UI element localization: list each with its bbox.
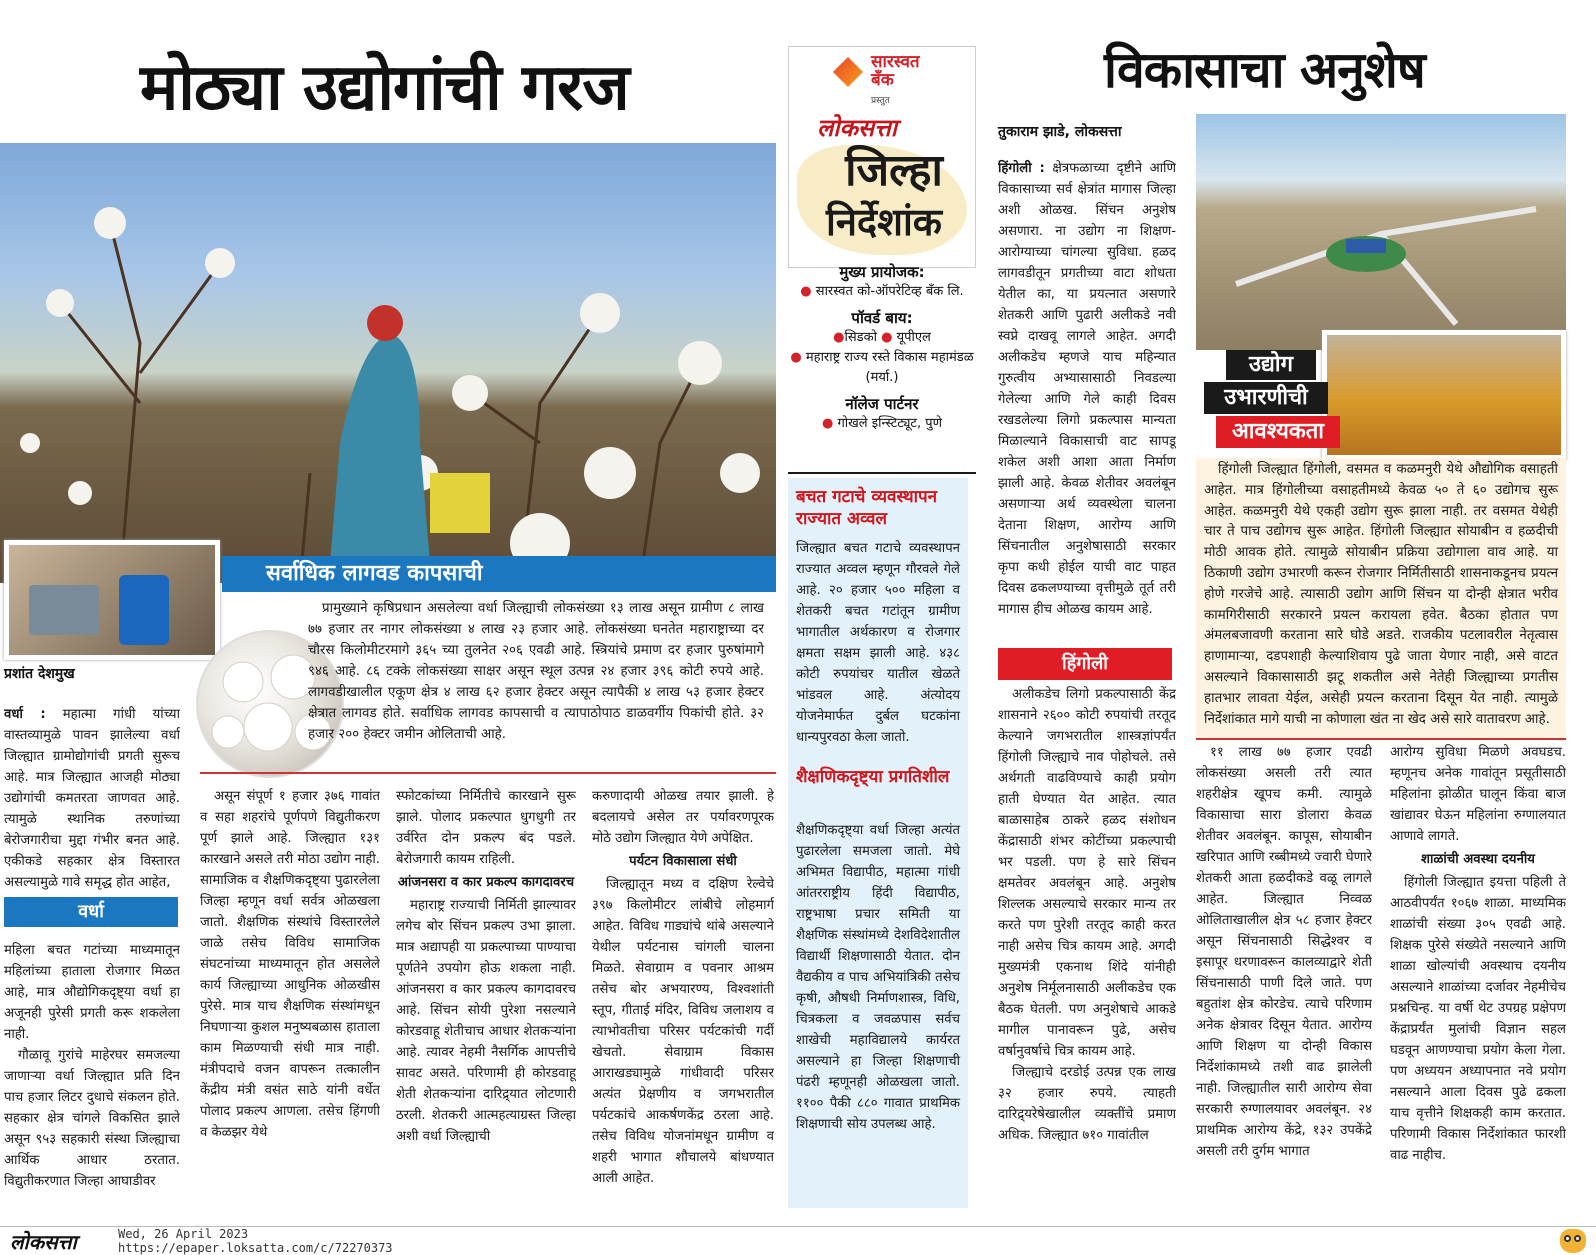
box2-text: शैक्षणिकदृष्ट्या वर्धा जिल्हा अत्यंत पुढारलेला समजला जातो. मेघे अभिमत विद्यापीठ, महात्मा गांधी आंतरराष्ट्रीय हिंदी विद्यापीठ, राष्ट्रभाषा प्रचार समिती या शैक्षणिक संस्थांमध्ये देशविदेशातील विद्यार्थी शिक्षणासाठी येतात. दोन वैद्यकीय व पाच अभियांत्रिकी तसेच कृषी, औषधी निर्माणशास्त्र, विधि, चित्रकला व जवळपास सर्वच शाखेची महाविद्यालये कार्यरत असल्याने हा जिल्हा शिक्षणाची पंढरी म्हणूनही ओळखला जातो. ११०० पैकी ८८० गावात प्राथमिक शिक्षणाची सोय उपलब्ध आहे.	[796, 823, 960, 1132]
right-col-1b-para1: अलीकडेच लिगो प्रकल्पासाठी केंद्र शासनाने २६०० कोटी रुपयांची तरतूद केल्याने जगभरातील शास्त्रज्ञांपर्यंत हिंगोली जिल्ह्याचे नाव पोहोचले. तसे अर्थगती वाढविण्याचे काही प्रयोग हाती घेण्यात येत आहेत. त्यात बाळासाहेब ठाकरे हळद संशोधन केंद्रासाठी शंभर कोटींच्या प्रकल्पाची भर पडली. पण हे सारे सिंचन क्षमतेवर अवलंबून आहे. अनुशेष शिल्लक असल्याचे सरकार मान्य तर करते पण पुरेशी तरतूद काही करत नाही असेच चित्र कायम आहे. अगदी मुख्यमंत्री एकनाथ शिंदे यांनीही अनुशेष निर्मूलनासाठी अलीकडेच एक बैठक घेतली. पण अनुशेषाचे आकडे मागील पानावरून पुढे, असेच वर्षानुवर्षाचे चित्र कायम आहे.	[998, 687, 1176, 1059]
right-col-1b	[998, 684, 1176, 1226]
left-divider-line	[200, 772, 776, 774]
footer	[0, 1226, 1596, 1255]
footer-brand: लोकसत्ता	[10, 1230, 77, 1254]
left-col-4-para2: जिल्ह्यातून मध्य व दक्षिण रेल्वेचे ३९७ किलोमीटर लांबीचे लोहमार्ग आहेत. विविध गाड्यांचे थांबे असल्याने येथील पर्यटनास चांगली चालना मिळते. सेवाग्राम व पवनार आश्रम तसेच बोर अभयारण्य, विश्वशांती स्तूप, गीताई मंदिर, विविध जलाशय व त्याभोवतीचा परिसर पर्यटकांची गर्दी खेचतो. सेवाग्राम विकास आराखड्यामुळे गांधीवादी परिसर अत्यंत प्रेक्षणीय व जगभरातील पर्यटकांचे आकर्षणकेंद्र ठरला आहे. तसेच विविध योजनांमधून ग्रामीण व शहरी भागात शौचालये बांधण्यात आली आहेत.	[592, 877, 774, 1186]
left-col-2-para: असून संपूर्ण १ हजार ३७६ गावांत व सहा शहरांचे पूर्णपणे विद्युतीकरण पूर्ण झाले आहे. जिल्ह्यात १३१ कारखाने असले तरी मोठा उद्योग नाही. सामाजिक व शैक्षणिकदृष्ट्या पुढारलेला जिल्हा म्हणून वर्धा सर्वत्र ओळखला जातो. शैक्षणिक संस्थांचे विस्तारलेले जाळे तसेच विविध सामाजिक संघटनांच्या माध्यमातून होत असलेले कार्य जिल्ह्याच्या आधुनिक ओळखीस पुरेसे. मात्र याच शैक्षणिक संस्थांमधून निघणाऱ्या कुशल मनुष्यबळास हाताला काम मिळण्याची संधी मात्र नाही. मंत्रीपदाचे वजन वापरून तत्कालीन केंद्रीय मंत्री वसंत साठे यांनी वर्धेत पोलाद प्रकल्प आणला. तसेच हिंगणी व केळझर येथे	[200, 789, 380, 1140]
powered-3: ● महाराष्ट्र राज्य रस्ते विकास महामंडळ (मर्या.)	[790, 350, 974, 385]
inset-title-1: उद्योग	[1226, 350, 1316, 380]
right-col-1	[998, 158, 1176, 642]
center-info-box	[788, 478, 968, 1208]
index-title-2: निर्देशांक	[826, 200, 942, 244]
right-col-3-para1: आरोग्य सुविधा मिळणे अवघडच. म्हणूनच अनेक गावांतून प्रसूतीसाठी महिलांना झोळीत घालून किंवा बाज खांद्यावर घेऊन महिलांना रुग्णालयात आणावे लागते.	[1390, 745, 1566, 844]
industry-inset-title	[1204, 350, 1328, 448]
knowledge-partner: ● गोखले इन्स्टिट्यूट, पुणे	[822, 416, 942, 431]
left-col-3-para2: महाराष्ट्र राज्याची निर्मिती झाल्यावर लगेच बोर सिंचन प्रकल्प उभा झाला. मात्र अद्यापही या प्रकल्पाच्या पाण्याचा पूर्णतेने उपयोग होऊ शकला नाही. आंजनसरा व कार प्रकल्प कागदावरच आहे. सिंचन सोयी पुरेशा नसल्याने कोरडवाहू शेतीचाच आधार शेतकऱ्यांना आहे. त्यावर नेहमी नैसर्गिक आपत्तीचे सावट असते. परिणामी ही कोरडवाहू शेती शेतकऱ्यांना दारिद्र्यात लोटणारी ठरली. शेतकरी आत्महत्याग्रस्त जिल्हा अशी वर्धा जिल्ह्याची	[396, 898, 576, 1144]
left-byline: प्रशांत देशमुख	[4, 666, 75, 682]
right-col-3-subhead: शाळांची अवस्था दयनीय	[1421, 852, 1535, 867]
right-col-3-para2: हिंगोली जिल्ह्यात इयत्ता पहिली ते आठवीपर्यंत १०६७ शाळा. माध्यमिक शाळांची संख्या ३०५ एवढी आहे. शिक्षक पुरेसे संख्येते नसल्याने आणि शाळा खोल्यांची अवस्थाच दयनीय असल्याने शाळांच्या दर्जावर नेहमीचेच प्रश्नचिन्ह. या वर्षी थेट उपग्रह प्रक्षेपण केंद्राप्रर्यंत मुलांची विज्ञान सहल घडवून आणण्याचा प्रयोग केला गेला. पण अध्ययन अध्यापनात नवे प्रयोग नसल्याने आला दिवस पुढे ढकला याच वृत्तीने शिक्षकही काम करतात. परिणामी विकास निर्देशांकात फारशी वाढ नाहीच.	[1390, 875, 1566, 1163]
left-lead: महात्मा गांधी यांच्या वास्तव्यामुळे पावन झालेल्या वर्धा जिल्ह्यात ग्रामोद्योगांची प्रगती सुरूच आहे. मात्र जिल्ह्यात आजही मोठ्या उद्योगांची कमतरता जाणवत आहे. त्यामुळे स्थानिक तरुणांच्या बेरोजगारीचा मुद्दा गंभीर बनत आहे. एकीकडे सहकार क्षेत्र विस्तारत असल्यामुळे गावे समृद्ध होत आहेत,	[4, 707, 180, 890]
left-dateline: वर्धा :	[4, 707, 46, 722]
owl-icon	[1560, 1229, 1586, 1253]
center-divider-line	[788, 472, 976, 474]
inset-title-3: आवश्यकता	[1216, 416, 1340, 448]
ligo-aerial-photo	[1196, 114, 1566, 350]
left-col-1	[4, 704, 180, 894]
main-sponsor-label: मुख्य प्रायोजक:	[839, 263, 925, 281]
footer-url[interactable]: https://epaper.loksatta.com/c/72270373	[118, 1241, 393, 1255]
box2-title: शैक्षणिकदृष्ट्या प्रगतिशील	[796, 767, 950, 787]
left-col-3	[396, 786, 576, 1226]
powered-label: पॉवर्ड बाय:	[851, 309, 913, 327]
cotton-field-photo	[0, 143, 776, 583]
left-box-paragraph: प्रामुख्याने कृषिप्रधान असलेल्या वर्धा जिल्ह्याची लोकसंख्या १३ लाख असून ग्रामीण ८ लाख ७७ हजार तर नागर लोकसंख्या ४ लाख २३ हजार आहे. लोकसंख्या घनतेत महाराष्ट्राच्या दर चौरस किलोमीटरमागे ३६५ च्या तुलनेत २०६ एवढी आहे. स्त्रियांचे प्रमाण दर हजार पुरुषांमागे ९४६ आहे. ८६ टक्के लोकसंख्या साक्षर असून स्थूल उत्पन्न २४ हजार ३९६ कोटी रुपये आहे. लागवडीखालील एकूण क्षेत्र ४ लाख ६२ हजार हेक्टर असून त्यापैकी ४ लाख ५३ हजार हेक्टर क्षेत्रात लागवड होते. सर्वाधिक लागवड कापसाची व त्यापाठोपाठ डाळवर्गीय पिकांची होते. ३२ हजार २०० हेक्टर जमीन ओलिताची आहे.	[308, 601, 764, 742]
left-col-4-subhead: पर्यटन विकासाला संधी	[629, 854, 737, 869]
knowledge-label: नॉलेज पार्टनर	[845, 395, 919, 413]
right-lead: क्षेत्रफळाच्या दृष्टीने आणि विकासाच्या सर्व क्षेत्रांत मागास जिल्हा अशी ओळख. सिंचन अनुशेष असणारा. ना उद्योग ना शिक्षण-आरोग्याच्या चांगल्या सुविधा. हळद लागवडीतून प्रगतीच्या वाटा शोधता येतील का, या प्रयत्नात असणारे शेतकरी आणि पुढारी अलीकडे नवी स्वप्ने दाखवू लागले आहेत. अगदी अलीकडेच म्हणजे याच महिन्यात गुरुत्वीय अभ्यासासाठी निवडल्या गेलेल्या आणि गेले काही दिवस रखडलेल्या लिगो प्रकल्पास मान्यता मिळाल्याने विकासाची वाट सापडू शकेल अशी आशा आता निर्माण झाली आहे. केवळ शेतीवर अवलंबून असणाऱ्या अर्थ व्यवस्थेला चालना देताना शिक्षण, आरोग्य आणि सिंचनातील अनुशेषासाठी सरकार कृपा कधी होईल याची वाट पाहत दिवस ढकलण्याच्या वृत्तीमुळे तूर्त तरी मागास हीच ओळख कायम आहे.	[998, 161, 1176, 617]
left-section-label	[4, 897, 178, 927]
right-dateline: हिंगोली :	[998, 161, 1045, 176]
right-col-2-para: ११ लाख ७७ हजार एवढी लोकसंख्या असली तरी त्यात शहरीक्षेत्र खूपच कमी. त्यामुळे विकासाचा सारा डोलारा केवळ शेतीवर अवलंबून. कापूस, सोयाबीन खरिपात आणि रब्बीमध्ये ज्वारी घेणारे शेतकरी आता हळदीकडे वळू लागले आहेत. जिल्ह्यात निव्वळ ओलिताखालील क्षेत्र ५८ हजार हेक्टर असून सिंचनासाठी सिद्धेश्वर व इसापूर धरणावरून कालव्याद्वारे शेती सिंचनासाठी पाणी दिले जाते. पण बहुतांश क्षेत्र कोरडेच. त्याचे परिणाम अनेक क्षेत्रावर दिसून येतात. आरोग्य आणि शिक्षण या दोन्ही विकास निर्देशांकामध्ये तशी वाढ झालेली नाही. जिल्ह्यातील सारी आरोग्य सेवा सरकारी रुग्णालयावर अवलंबून. २४ प्राथमिक आरोग्य केंद्रे, १३२ उपकेंद्रे असली तरी दुर्गम भागात	[1196, 745, 1372, 1159]
main-sponsor: ● सारस्वत को-ऑपरेटिव्ह बँक लि.	[800, 284, 964, 299]
box1-title: बचत गटाचे व्यवस्थापन राज्यात अव्वल	[796, 487, 938, 529]
right-col-1b-para2: जिल्ह्याचे दरडोई उत्पन्न एक लाख ३२ हजार रुपये. त्याहती दारिद्र्यरेषेखालील व्यक्तींचे प्रमाण अधिक. जिल्ह्यात ७१० गावांतील	[998, 1065, 1176, 1143]
right-section-label-text: हिंगोली	[1062, 653, 1108, 674]
market-photo	[1322, 330, 1566, 460]
right-divider-line	[1196, 738, 1566, 740]
sponsor-bank-name: सारस्वत बँक	[871, 52, 920, 90]
loksatta-brand: लोकसत्ता	[817, 114, 897, 142]
left-box-text	[226, 598, 774, 758]
left-col-3-para1: स्फोटकांच्या निर्मितीचे कारखाने सुरू झाले. पोलाद प्रकल्पात धुगधुगी तर उर्वरित दोन प्रकल्प बंद पडले. बेरोजगारी कायम राहिली.	[396, 789, 576, 867]
left-col-4	[592, 786, 774, 1226]
left-col-3-subhead: आंजनसरा व कार प्रकल्प कागदावरच	[397, 875, 575, 890]
industry-box-text: हिंगोली जिल्ह्यात हिंगोली, वसमत व कळमनुरी येथे औद्योगिक वसाहती आहेत. मात्र हिंगोलीच्या वसाहतीमध्ये केवळ ५० ते ६० उद्योगच सुरू आहेत. कळमनुरी येथे एकही उद्योग सुरू झाला नाही. तर वसमत येथेही चार ते पाच उद्योगच सुरू आहेत. हिंगोली जिल्ह्यात सोयाबीन व हळदीची मोठी आवक होते. त्यामुळे सोयाबीन प्रक्रिया उद्योगाला वाव आहे. या ठिकाणी उद्योग उभारणी करून रोजगार निर्मितीसाठी शासनाकडूनच प्रयत्न होणे गरजेचे आहे. त्यासाठी उद्योग आणि सिंचन या दोन्ही क्षेत्रात भरीव कामगिरीसाठी सरकारने प्रयत्न करायला हवेत. बैठका होतात पण अंमलबजावणी करताना सारे घोडे अडते. राजकीय पटलावरील नेतृत्वास हाणामाऱ्या, दडपशाही केल्याशिवाय पुढे जाता येणार नाही, असे वाटत असल्याने विकासासाठी झटू शकतील असे नेतेही जिल्ह्याच्या प्रगतीस हातभार लावता येईल, असेही प्रयत्न करताना दिसून येत नाही. त्यामुळे निर्देशांकात मागे याची ना कोणाला खंत ना खेद असे सारे वातावरण आहे.	[1204, 462, 1558, 727]
left-banner-text: सर्वाधिक लागवड कापसाची	[266, 561, 483, 586]
sponsor-sub: प्रस्तुत	[871, 96, 890, 106]
left-banner	[222, 556, 776, 592]
left-col-2	[200, 786, 380, 1226]
cotton-plants-illustration	[0, 143, 776, 583]
footer-date: Wed, 26 April 2023	[118, 1227, 249, 1241]
right-col-2	[1196, 742, 1372, 1226]
index-logo-block	[788, 46, 976, 268]
right-section-label	[998, 648, 1172, 680]
left-col-1b-para2: गौळावू गुरांचे माहेरघर समजल्या जाणाऱ्या वर्धा जिल्ह्यात प्रति दिन पाच हजार लिटर दुधाचे संकलन होते. सहकार क्षेत्र चांगले विकसित झाले असून ९५३ सहकारी संस्था जिल्ह्याचा आर्थिक आधार ठरतात. विद्युतीकरणात जिल्हा आघाडीवर	[4, 1048, 180, 1189]
left-col-1b-para1: महिला बचत गटांच्या माध्यमातून महिलांच्या हाताला रोजगार मिळत आहे, मात्र औद्योगिकदृष्ट्या वर्धा हा अजूनही पुरेसी प्रगती करू शकलेला नाही.	[4, 943, 180, 1042]
right-headline: विकासाचा अनुशेष	[1104, 41, 1425, 99]
index-title-1: जिल्हा	[845, 145, 943, 196]
saraswat-logo-icon	[833, 57, 863, 87]
ligo-facility-illustration	[1196, 114, 1566, 350]
box1-text: जिल्ह्यात बचत गटाचे व्यवस्थापन राज्यात अव्वल म्हणून गौरवले गेले आहे. २० हजार ५०० महिला व शेतकरी बचत गटांतून ग्रामीण भागातील अर्थकारण व रोजगार क्षमता सक्षम झाली आहे. ४३८ कोटी रुपयांचर यातील खेळते भांडवल आहे. अंत्योदय योजनेमार्फत दुर्बल घटकांना धान्यपुरवठा केला जातो.	[796, 541, 960, 745]
right-col-3	[1390, 742, 1566, 1226]
powered-list: ●सिडको ● यूपीएल	[833, 330, 931, 345]
left-col-4-para1: करुणादायी ओळख तयार झाली. हे बदलायचे असेल तर पर्यावरणपूरक मोठे उद्योग जिल्ह्यात येणे अपेक्षित.	[592, 789, 774, 846]
left-col-1b	[4, 940, 180, 1225]
ginning-machine-photo	[4, 540, 220, 660]
inset-title-2: उभारणीची	[1204, 382, 1328, 414]
industry-box	[1196, 458, 1566, 738]
left-headline: मोठ्या उद्योगांची गरज	[140, 51, 629, 125]
left-section-label-text: वर्धा	[78, 901, 104, 922]
sponsor-credits	[788, 262, 976, 468]
right-byline: तुकाराम झाडे, लोकसत्ता	[998, 124, 1122, 140]
